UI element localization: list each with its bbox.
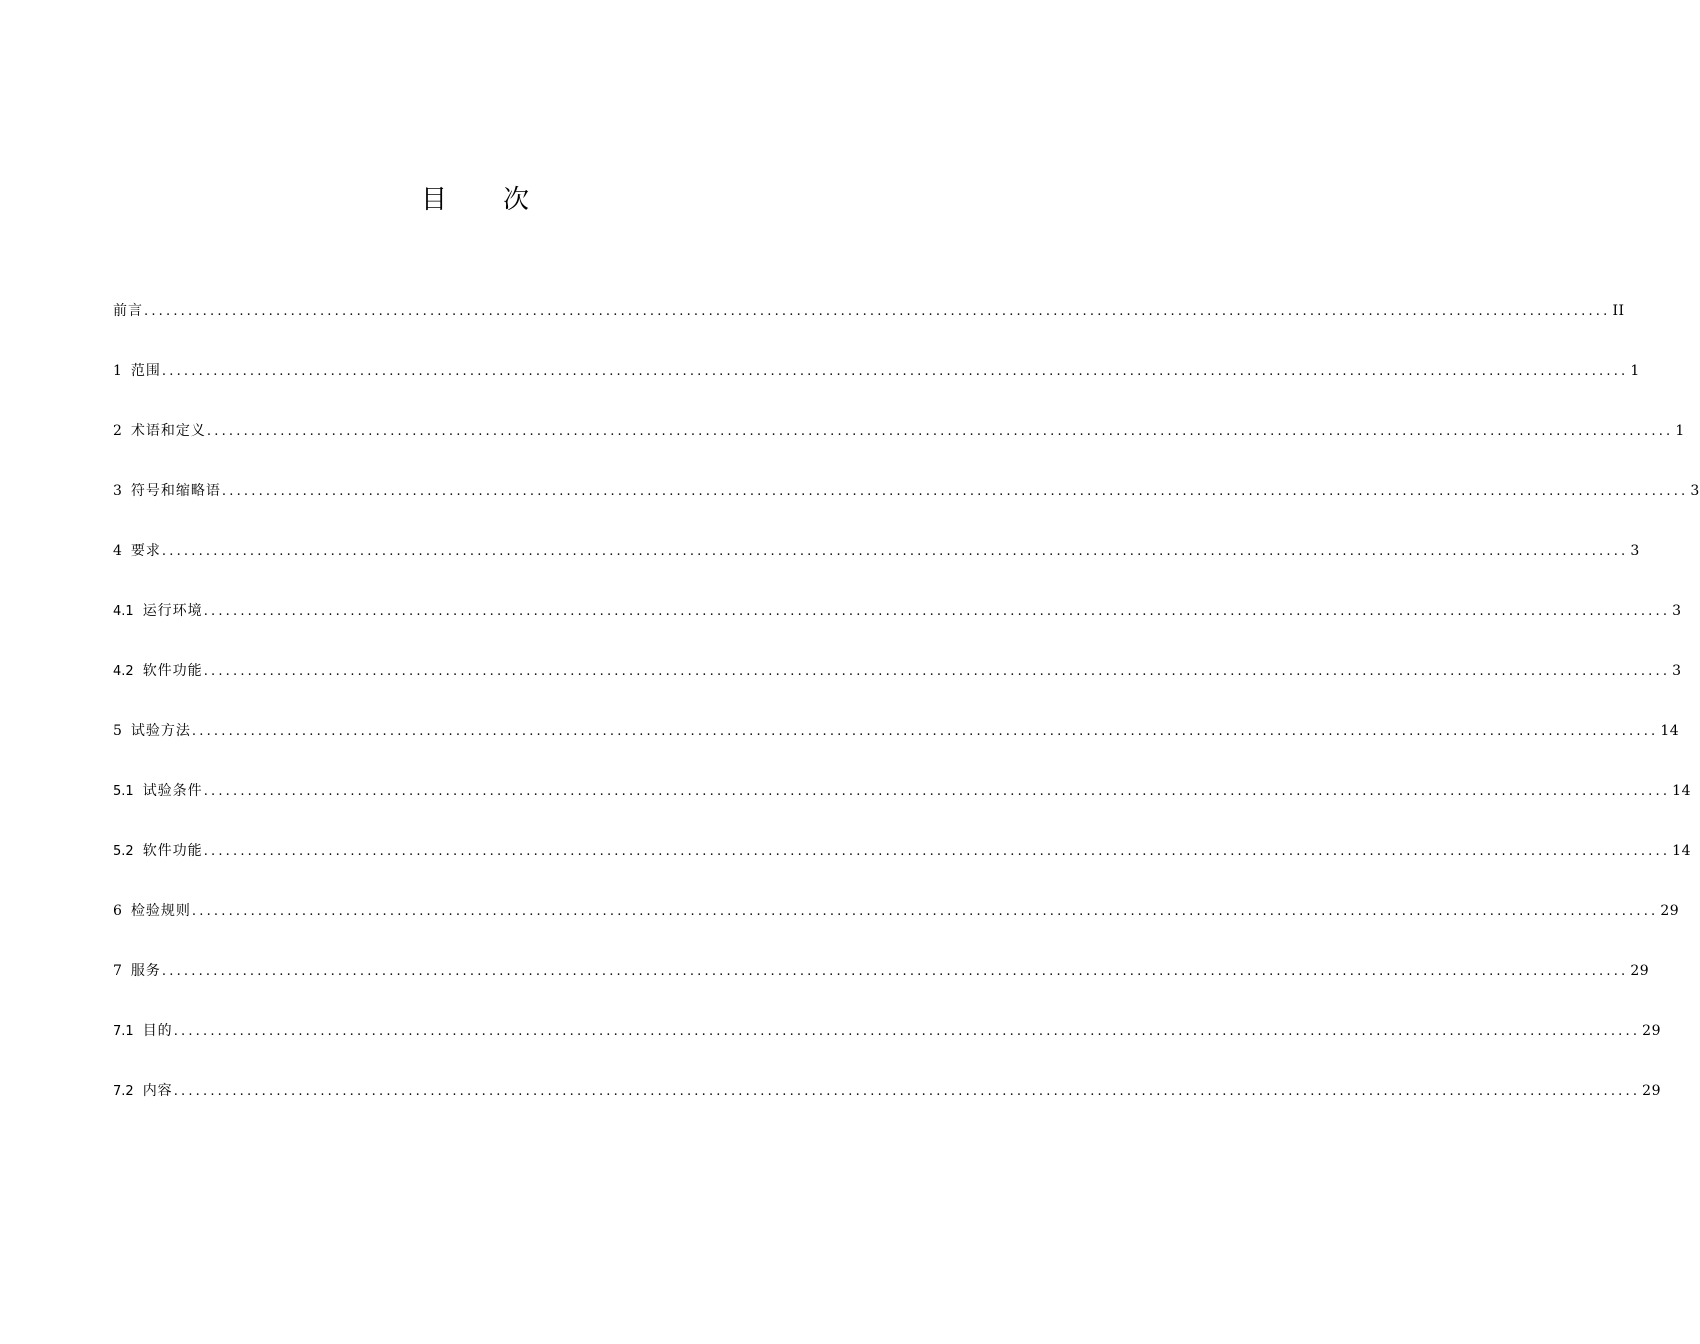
title-char-2: 次 — [503, 185, 530, 215]
title-char-1: 目 — [420, 185, 447, 215]
toc-entry[interactable] — [113, 836, 1691, 896]
toc-entry[interactable] — [113, 356, 1640, 416]
toc-entry-number: 4.2 — [113, 664, 134, 679]
toc-dot-leader: ........................................................................................................................................................................................................ — [203, 604, 1671, 619]
toc-entry-label: 术语和定义 — [130, 423, 206, 439]
toc-entry-number: 5.2 — [113, 844, 134, 859]
page-title — [0, 182, 950, 218]
toc-entry-page-number: 3 — [1672, 603, 1682, 619]
toc-dot-leader: ........................................................................................................................................................................................................ — [191, 724, 1659, 739]
toc-dot-leader: ........................................................................................................................................................................................................ — [161, 964, 1629, 979]
toc-entry-label: 软件功能 — [142, 843, 203, 859]
toc-entry-number: 3 — [113, 483, 122, 499]
toc-entry[interactable] — [113, 536, 1640, 596]
toc-entry-number: 7.2 — [113, 1084, 134, 1099]
table-of-contents — [113, 296, 1700, 1136]
toc-entry[interactable] — [113, 896, 1680, 956]
toc-dot-leader: ........................................................................................................................................................................................................ — [161, 364, 1629, 379]
toc-entry-label: 软件功能 — [142, 663, 203, 679]
toc-entry-page-number: 3 — [1672, 663, 1682, 679]
toc-entry-page-number: 1 — [1675, 423, 1685, 439]
toc-dot-leader: ........................................................................................................................................................................................................ — [144, 304, 1611, 319]
toc-dot-leader: ........................................................................................................................................................................................................ — [173, 1024, 1641, 1039]
toc-entry-label: 范围 — [130, 363, 161, 379]
toc-dot-leader: ........................................................................................................................................................................................................ — [161, 544, 1629, 559]
toc-entry[interactable] — [113, 1016, 1661, 1076]
toc-entry-page-number: 14 — [1672, 783, 1691, 799]
toc-entry-page-number: 3 — [1630, 543, 1640, 559]
toc-entry-number: 7 — [113, 963, 122, 979]
toc-entry[interactable] — [113, 776, 1691, 836]
toc-entry-label: 符号和缩略语 — [130, 483, 221, 499]
toc-entry-page-number: 1 — [1630, 363, 1640, 379]
toc-entry[interactable] — [113, 956, 1650, 1016]
toc-entry-label: 要求 — [130, 543, 161, 559]
toc-entry-page-number: 14 — [1660, 723, 1680, 739]
toc-entry-number: 4 — [113, 543, 122, 559]
toc-entry-label: 试验条件 — [142, 783, 203, 799]
toc-entry-number: 1 — [113, 363, 122, 379]
toc-entry[interactable] — [113, 476, 1700, 536]
toc-entry-label: 目的 — [142, 1023, 173, 1039]
toc-entry[interactable] — [113, 296, 1625, 356]
toc-entry[interactable] — [113, 596, 1682, 656]
toc-entry-number: 2 — [113, 423, 122, 439]
toc-entry-number: 7.1 — [113, 1024, 134, 1039]
toc-dot-leader: ........................................................................................................................................................................................................ — [221, 484, 1689, 499]
toc-dot-leader: ........................................................................................................................................................................................................ — [203, 664, 1671, 679]
toc-entry-label: 检验规则 — [130, 903, 191, 919]
toc-entry-page-number: 29 — [1660, 903, 1680, 919]
toc-entry-label: 内容 — [142, 1083, 173, 1099]
toc-entry-number: 5 — [113, 723, 122, 739]
toc-dot-leader: ........................................................................................................................................................................................................ — [203, 784, 1671, 799]
toc-dot-leader: ........................................................................................................................................................................................................ — [173, 1084, 1641, 1099]
toc-entry-number: 4.1 — [113, 604, 134, 619]
toc-dot-leader: ........................................................................................................................................................................................................ — [203, 844, 1671, 859]
toc-entry-page-number: 29 — [1642, 1023, 1661, 1039]
toc-entry-number: 5.1 — [113, 784, 134, 799]
toc-entry-page-number: 29 — [1630, 963, 1650, 979]
toc-entry[interactable] — [113, 1076, 1661, 1136]
toc-entry-page-number: II — [1612, 303, 1625, 319]
toc-entry-label: 服务 — [130, 963, 161, 979]
toc-entry-page-number: 14 — [1672, 843, 1691, 859]
toc-dot-leader: ........................................................................................................................................................................................................ — [206, 424, 1674, 439]
toc-entry-page-number: 29 — [1642, 1083, 1661, 1099]
toc-entry[interactable] — [113, 716, 1680, 776]
toc-entry-number: 6 — [113, 903, 122, 919]
toc-entry[interactable] — [113, 656, 1682, 716]
toc-entry[interactable] — [113, 416, 1685, 476]
toc-entry-label: 试验方法 — [130, 723, 191, 739]
toc-entry-label: 运行环境 — [142, 603, 203, 619]
toc-dot-leader: ........................................................................................................................................................................................................ — [191, 904, 1659, 919]
toc-entry-page-number: 3 — [1690, 483, 1700, 499]
toc-entry-label: 前言 — [113, 303, 143, 319]
